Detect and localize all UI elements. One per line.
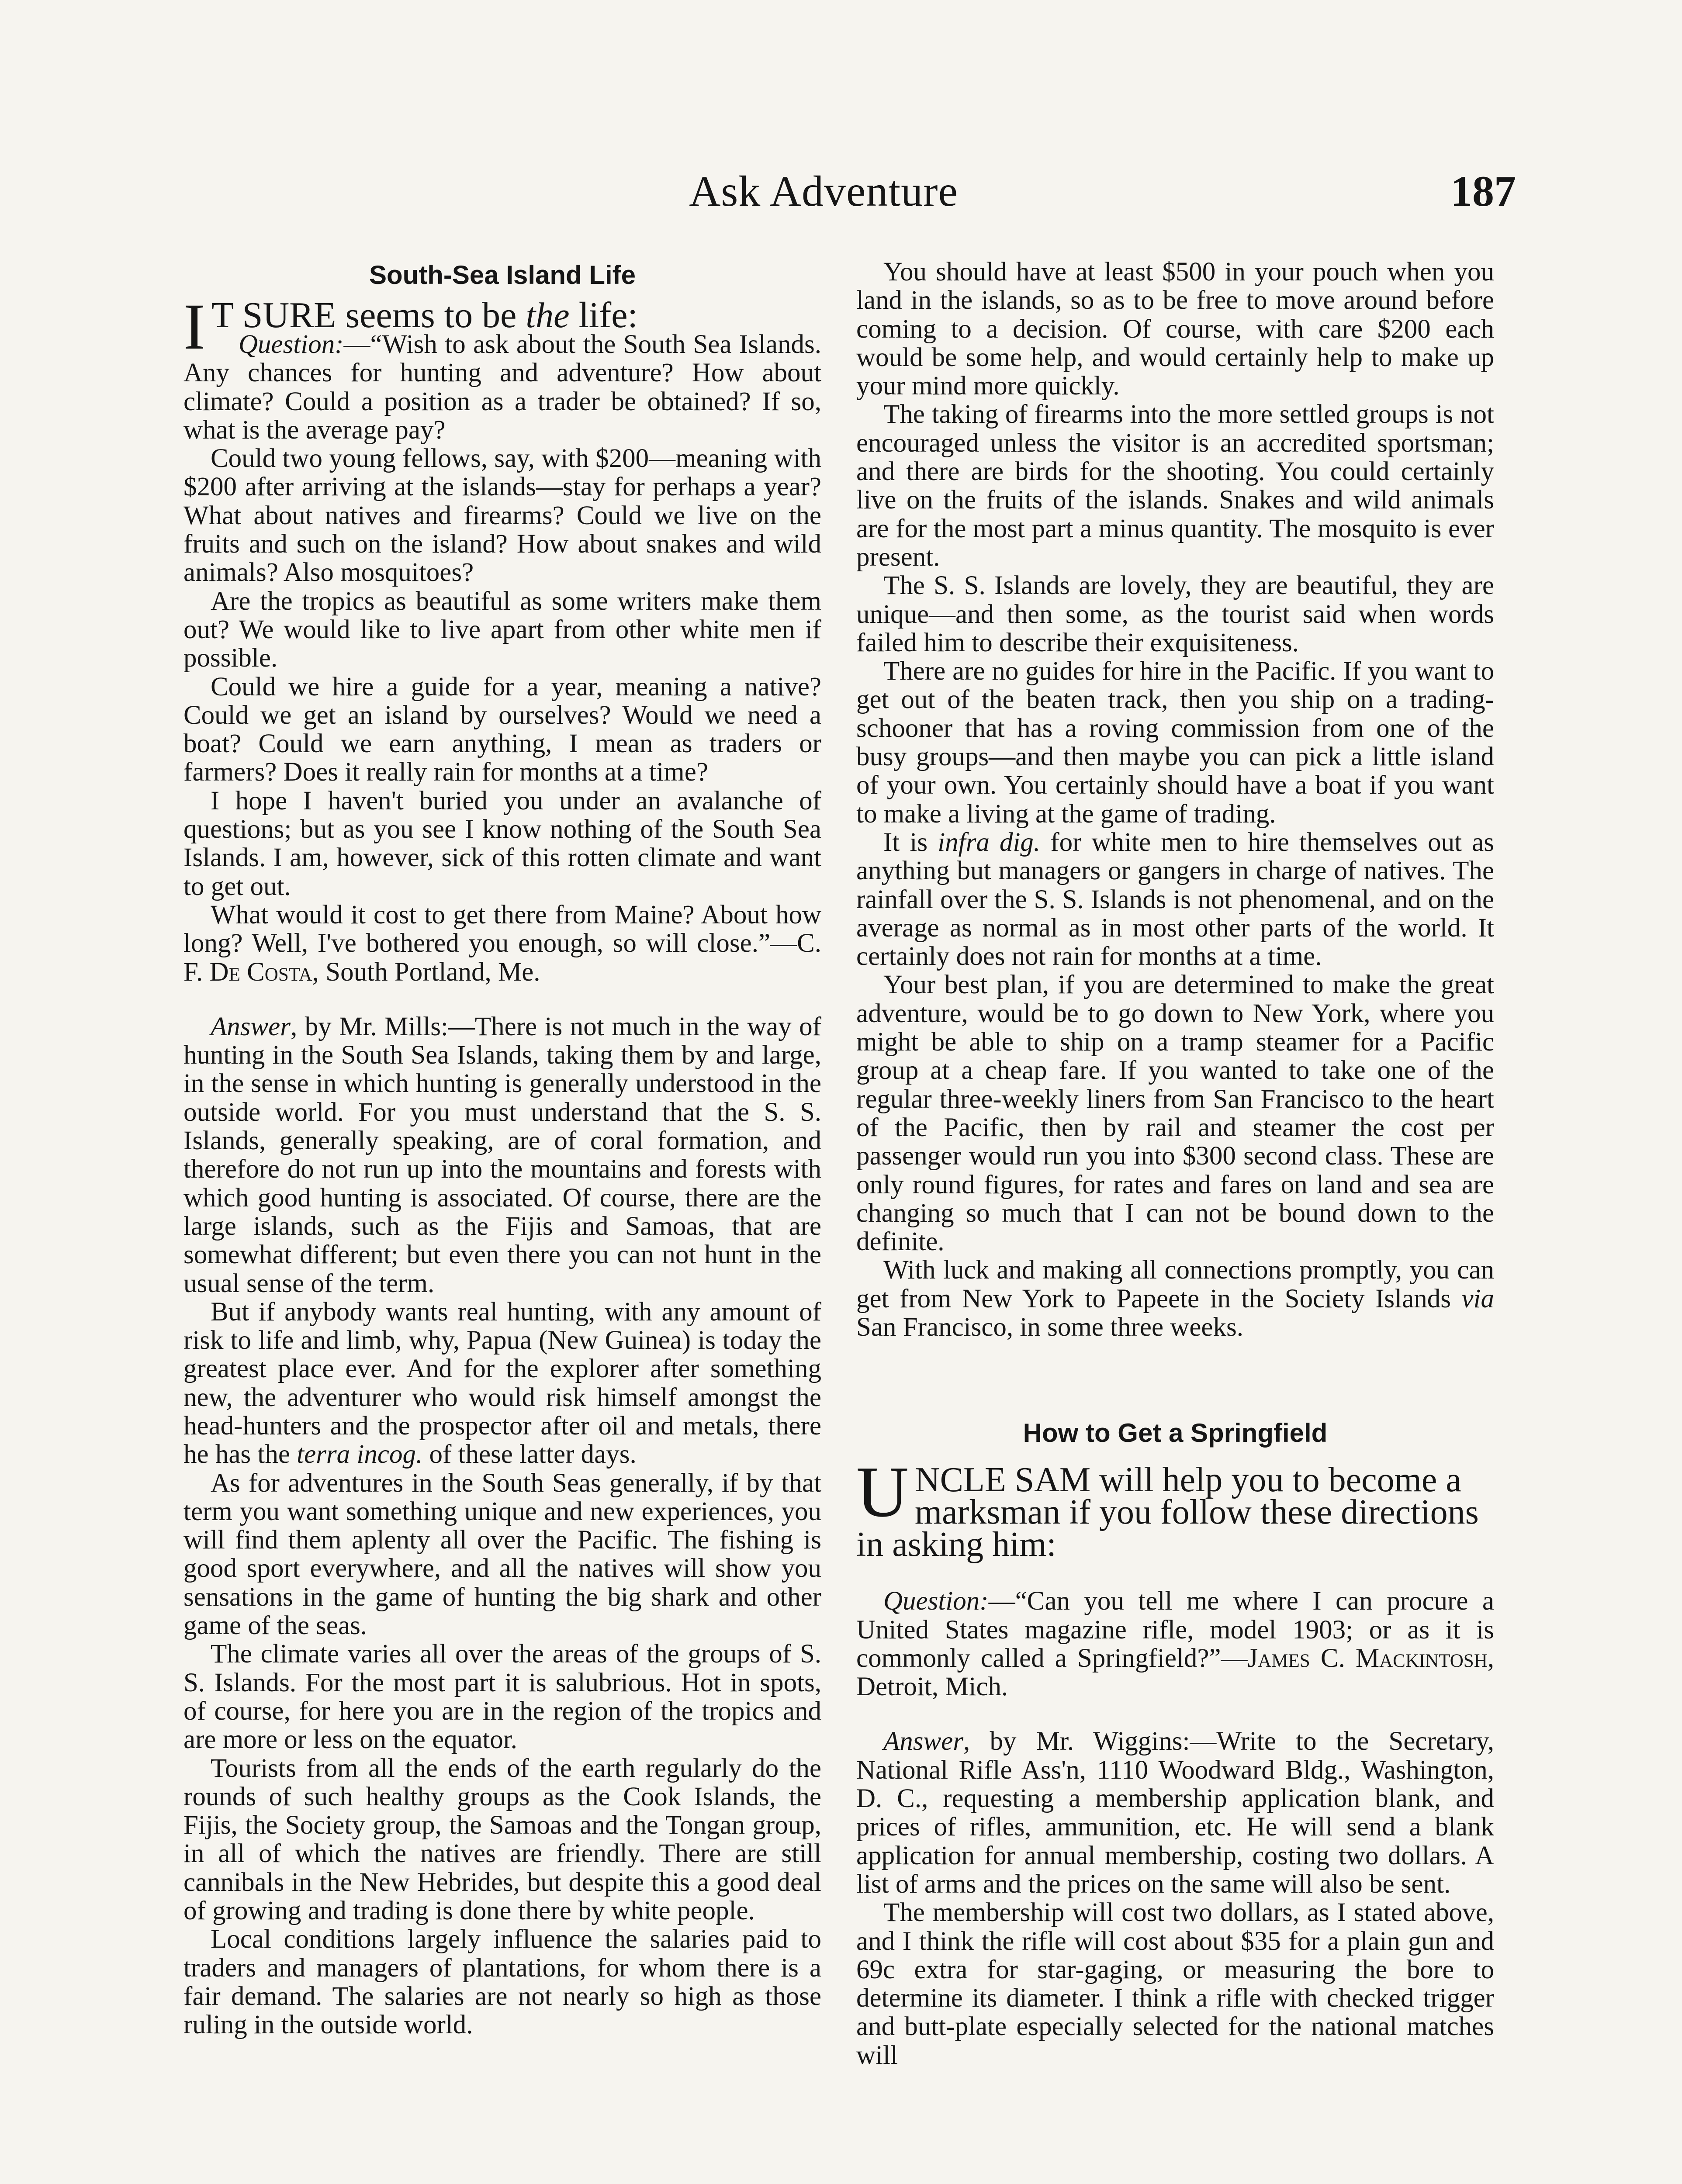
answer-paragraph: The S. S. Islands are lovely, they are beautiful, they are unique—and then some, as the tourist said when words failed him to describe their exquisiteness.	[856, 571, 1494, 657]
left-column	[183, 258, 821, 2039]
answer-paragraph: It is infra dig. for white men to hire themselves out as anything but managers or gangers in charge of natives. The rainfall over the S. S. Islands is not phenomenal, and on the average as normal as in most other parts of the world. It certainly does not rain for months at a time.	[856, 827, 1494, 971]
question-paragraph: Question:—“Wish to ask about the South Sea Islands. Any chances for hunting and adventure? How about climate? Could a position as a trader be obtained? If so, what is the average pay?	[183, 330, 821, 445]
page-number: 187	[1450, 167, 1516, 215]
question-paragraph: Could we hire a guide for a year, meaning a native? Could we get an island by ourselves? Would we need a boat? Could we earn anything, I mean as traders or farmers? Does it really rain for months at a time?	[183, 672, 821, 787]
answer-paragraph: As for adventures in the South Seas generally, if by that term you want something unique and new experiences, you will find them aplenty all over the Pacific. The fishing is good sport everywhere, and all the natives will show you sensations in the game of hunting the big shark and other game of the seas.	[183, 1468, 821, 1641]
answer-paragraph: Tourists from all the ends of the earth regularly do the rounds of such healthy groups as the Cook Islands, the Fijis, the Society group, the Samoas and the Tongan group, in all of which the natives are friendly. There are still cannibals in the New Hebrides, but despite this a good deal of growing and trading is done there by white people.	[183, 1753, 821, 1926]
question-paragraph: Are the tropics as beautiful as some writers make them out? We would like to live apart from other white men if possible.	[183, 586, 821, 673]
answer-paragraph: Local conditions largely influence the salaries paid to traders and managers of plantations, for whom there is a fair demand. The salaries are not nearly so high as those ruling in the outside world.	[183, 1925, 821, 2040]
article-heading-springfield: How to Get a Springfield	[1023, 1418, 1328, 1448]
answer-paragraph: With luck and making all connections promptly, you can get from New York to Papeete in the Society Islands via San Francisco, in some three weeks.	[856, 1255, 1494, 1342]
answer-label: Answer	[211, 1012, 291, 1041]
question-label: Question:	[238, 330, 344, 359]
question-paragraph: Question:—“Can you tell me where I can procure a United States magazine rifle, model 1903; or as it is commonly called a Springfield?”—James C. Mackintosh, Detroit, Mich.	[856, 1586, 1494, 1702]
answer-paragraph: The climate varies all over the areas of the groups of S. S. Islands. For the most part it is salubrious. Hot in spots, of course, for here you are in the region of the tropics and are more or less on the equator.	[183, 1639, 821, 1755]
drop-cap: U	[856, 1451, 909, 1532]
answer-label: Answer	[883, 1727, 963, 1756]
answer-paragraph: There are no guides for hire in the Pacific. If you want to get out of the beaten track, then you ship on a trading-schooner that has a roving commission from one of the busy groups—and then maybe you can pick a little island of your own. You certainly should have a boat if you want to make a living at the game of trading.	[856, 657, 1494, 829]
question-paragraph: I hope I haven't buried you under an avalanche of questions; but as you see I know nothing of the South Sea Islands. I am, however, sick of this rotten climate and want to get out.	[183, 786, 821, 901]
answer-paragraph: Answer, by Mr. Mills:—There is not much in the way of hunting in the South Sea Islands, taking them by and large, in the sense in which hunting is generally understood in the outside world. For you must understand that the S. S. Islands, generally speaking, are of coral formation, and therefore do not run up into the mountains and forests with which good hunting is associated. Of course, there are the large islands, such as the Fijis and Samoas, that are somewhat different; but even there you can not hunt in the usual sense of the term.	[183, 1012, 821, 1298]
question-paragraph: What would it cost to get there from Maine? About how long? Well, I've bothered you enough, so will close.”—C. F. De Costa, South Portland, Me.	[183, 900, 821, 987]
questioner-name: James C. Mackintosh	[1247, 1643, 1488, 1673]
question-paragraph: Could two young fellows, say, with $200—meaning with $200 after arriving at the islands—stay for perhaps a year? What about natives and firearms? Could we live on the fruits and such on the island? How about snakes and wild animals? Also mosquitoes?	[183, 444, 821, 587]
article-lede: UNCLE SAM will help you to become a marksman if you follow these directions in asking him:	[856, 1451, 1479, 1564]
answer-paragraph: Your best plan, if you are determined to make the great adventure, would be to go down to New York, where you might be able to ship on a tramp steamer for a Pacific group at a cheap fare. If you wanted to take one of the regular three-weekly liners from San Francisco to the heart of the Pacific, then by rail and steamer the cost per passenger would run you into $300 second class. These are only round figures, for rates and fares on land and sea are changing so much that I can not be bound down to the definite.	[856, 970, 1494, 1257]
questioner-name: C. F. De Costa	[183, 929, 821, 987]
article-heading-south-sea: South-Sea Island Life	[369, 260, 636, 290]
answer-paragraph: You should have at least $500 in your pouch when you land in the islands, so as to be free to move around before coming to a decision. Of course, with care $200 each would be some help, and would certainly help to make up your mind more quickly.	[856, 257, 1494, 401]
right-column	[856, 258, 1494, 2070]
question-label: Question:	[883, 1586, 989, 1616]
answer-paragraph: The taking of firearms into the more settled groups is not encouraged unless the visitor is an accredited sportsman; and there are birds for the shooting. You could certainly live on the fruits of the islands. Snakes and wild animals are for the most part a minus quantity. The mosquito is ever present.	[856, 400, 1494, 572]
drop-cap: I	[183, 290, 205, 363]
answer-paragraph: But if anybody wants real hunting, with any amount of risk to life and limb, why, Papua (New Guinea) is today the greatest place ever. And for the explorer after something new, the adventurer who would risk himself amongst the head-hunters and the prospector after oil and metals, there he has the terra incog. of these latter days.	[183, 1297, 821, 1469]
answer-paragraph: Answer, by Mr. Wiggins:—Write to the Secretary, National Rifle Ass'n, 1110 Woodward Bldg., Washington, D. C., requesting a membership application blank, and prices of rifles, ammunition, etc. He will send a blank application for annual membership, costing two dollars. A list of arms and the prices on the same will also be sent.	[856, 1727, 1494, 1899]
article-lede: I T SURE seems to be the life:	[183, 290, 638, 363]
answer-paragraph: The membership will cost two dollars, as I stated above, and I think the rifle will cost about $35 for a plain gun and 69c extra for star-gaging, or measuring the bore to determine its diameter. I think a rifle with checked trigger and butt-plate especially selected for the national matches will	[856, 1898, 1494, 2070]
running-title: Ask Adventure	[689, 167, 958, 215]
